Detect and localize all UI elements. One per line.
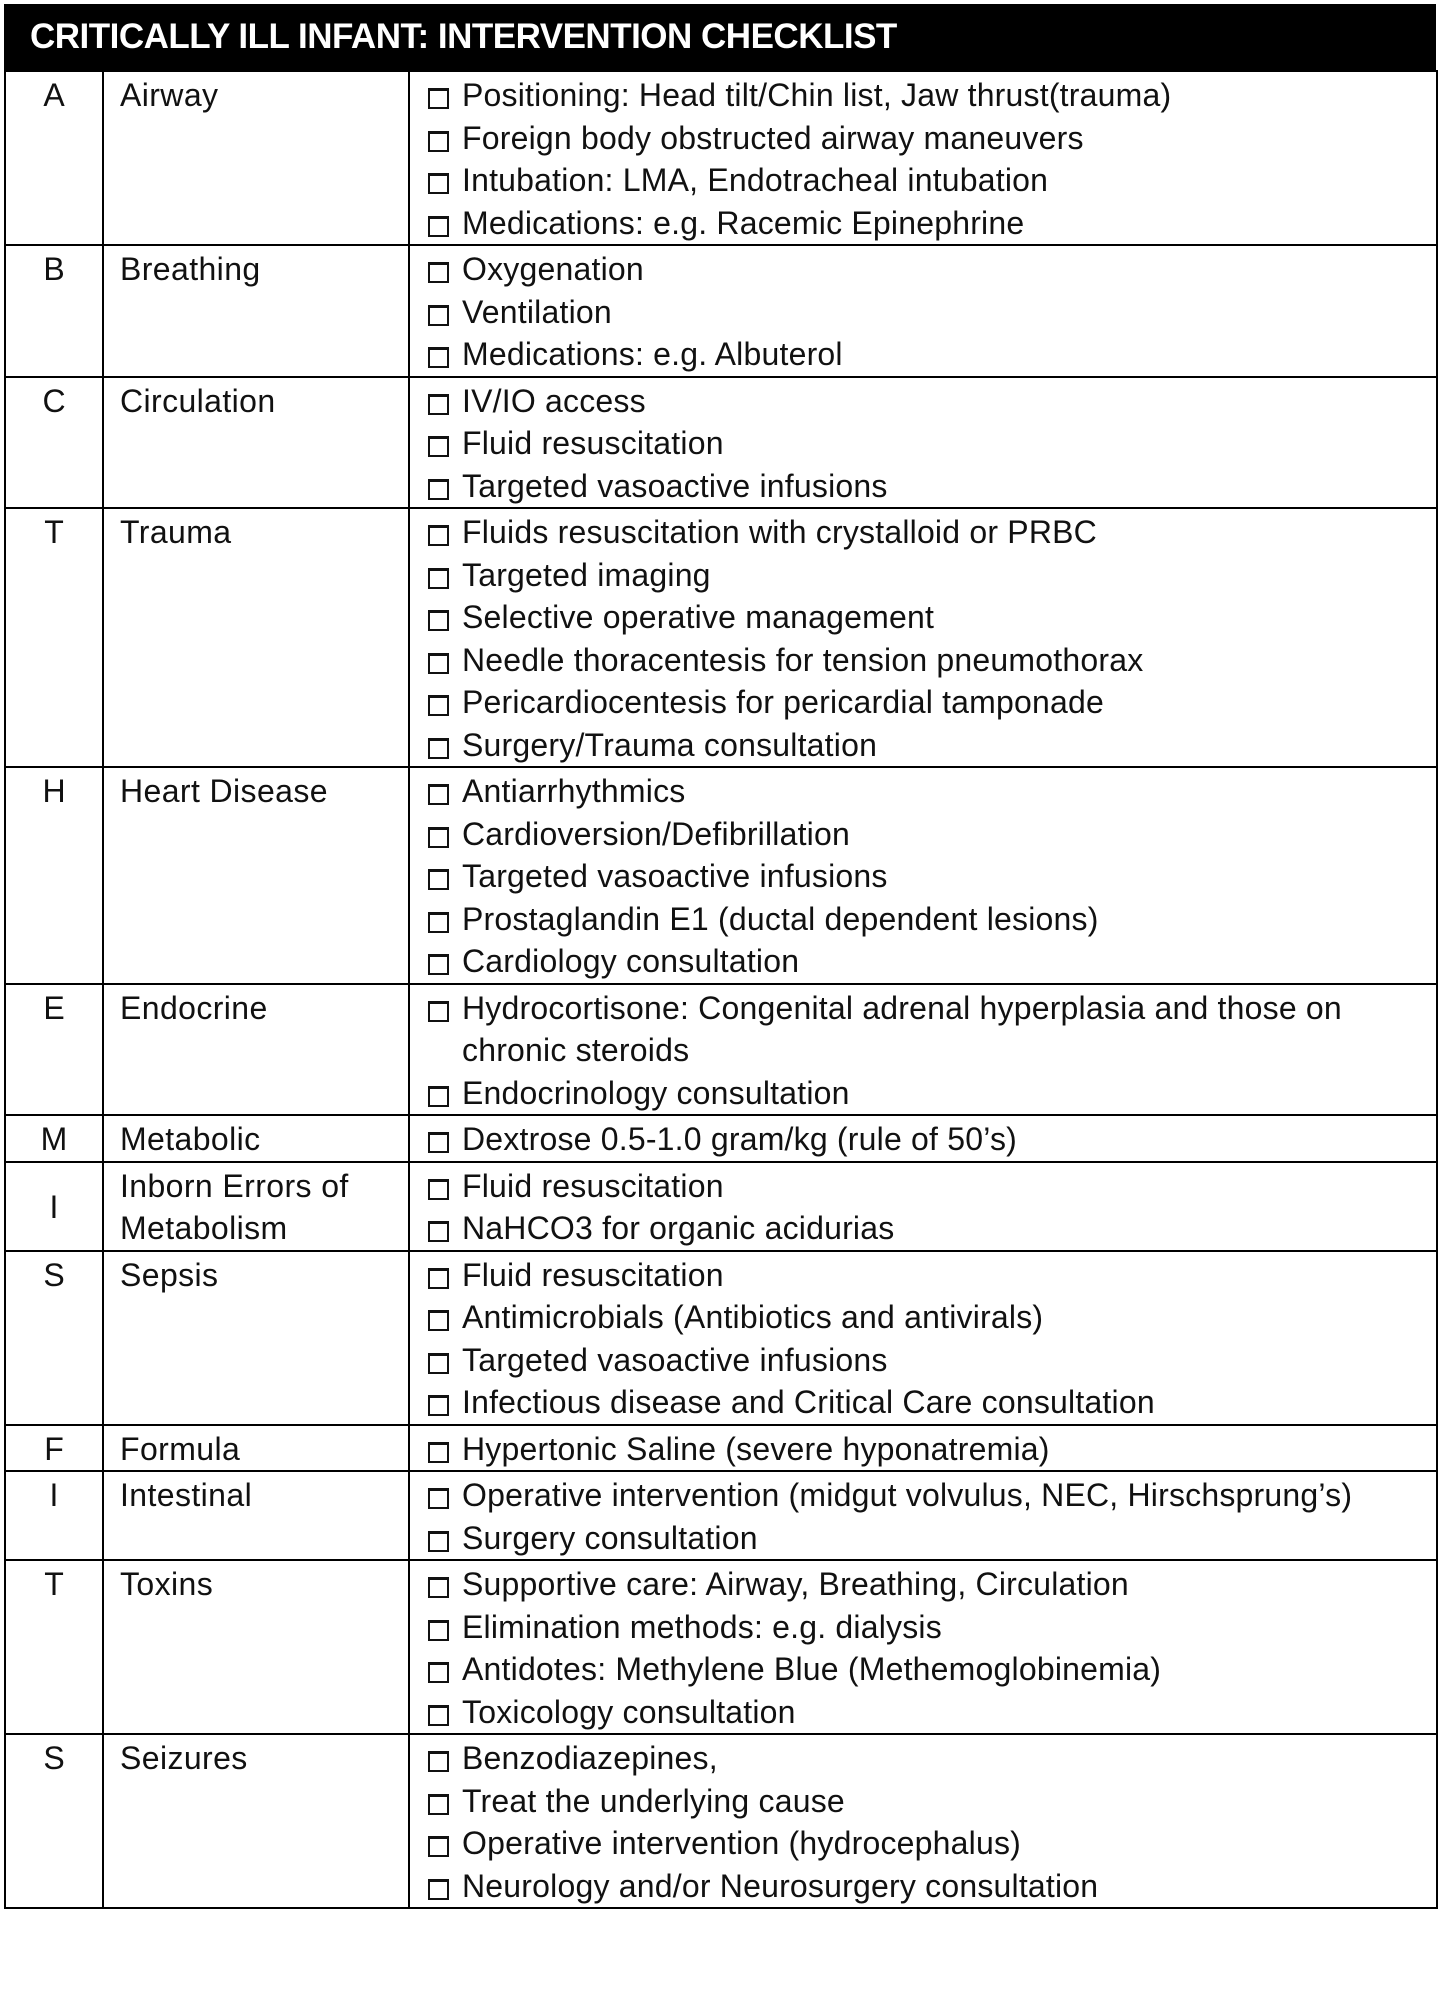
checkbox-icon[interactable] — [428, 262, 449, 283]
checklist-item-label: Targeted imaging — [462, 556, 711, 593]
checklist-item — [428, 1474, 1426, 1517]
checklist-row — [5, 377, 1437, 509]
checkbox-icon[interactable] — [428, 1310, 449, 1331]
checkbox-icon[interactable] — [428, 954, 449, 975]
checklist-item — [428, 770, 1426, 813]
row-letter: B — [5, 245, 103, 377]
checklist-item-label: Benzodiazepines, — [462, 1740, 718, 1776]
checklist-item-label: Operative intervention (hydrocephalus) — [462, 1825, 1022, 1861]
checklist-item — [428, 1072, 1426, 1115]
row-interventions — [409, 1734, 1437, 1908]
checklist-item — [428, 724, 1426, 767]
checkbox-icon[interactable] — [428, 1751, 449, 1772]
checklist-item-label: Fluid resuscitation — [462, 1256, 724, 1293]
checklist-item-label: Prostaglandin E1 (ductal dependent lesions) — [462, 900, 1099, 937]
checklist-item-label: Fluid resuscitation — [462, 425, 724, 461]
checklist-item — [428, 1165, 1426, 1208]
checkbox-icon[interactable] — [428, 1488, 449, 1509]
checklist-item-label: Antimicrobials (Antibiotics and antivirals) — [462, 1299, 1044, 1335]
row-letter: I — [5, 1162, 103, 1251]
checklist-item-label: Ventilation — [462, 293, 612, 330]
row-letter: E — [5, 984, 103, 1116]
row-letter: F — [5, 1425, 103, 1472]
checklist-item — [428, 380, 1426, 423]
checklist-item — [428, 1606, 1426, 1649]
checklist-item — [428, 1118, 1426, 1161]
checklist-item — [428, 202, 1426, 245]
row-category: Endocrine — [103, 984, 409, 1116]
row-interventions — [409, 1560, 1437, 1734]
row-letter: M — [5, 1115, 103, 1162]
row-category: Breathing — [103, 245, 409, 377]
checkbox-icon[interactable] — [428, 1179, 449, 1200]
checklist-item-label: Targeted vasoactive infusions — [462, 858, 888, 894]
checklist-row — [5, 508, 1437, 767]
checkbox-icon[interactable] — [428, 347, 449, 368]
checklist-item — [428, 291, 1426, 334]
row-interventions — [409, 508, 1437, 767]
checkbox-icon[interactable] — [428, 436, 449, 457]
checkbox-icon[interactable] — [428, 1132, 449, 1153]
row-interventions — [409, 1425, 1437, 1472]
checklist-document — [4, 4, 1436, 1909]
checklist-item — [428, 117, 1426, 160]
checklist-row — [5, 1115, 1437, 1162]
checklist-row — [5, 1162, 1437, 1251]
checkbox-icon[interactable] — [428, 131, 449, 152]
row-interventions — [409, 377, 1437, 509]
checklist-item-label: Fluids resuscitation with crystalloid or PRBC — [462, 514, 1097, 550]
checkbox-icon[interactable] — [428, 610, 449, 631]
checklist-title: CRITICALLY ILL INFANT: INTERVENTION CHECKLIST — [4, 4, 1436, 70]
checklist-item-label: Selective operative management — [462, 599, 935, 635]
checkbox-icon[interactable] — [428, 394, 449, 415]
row-interventions — [409, 1162, 1437, 1251]
checklist-row — [5, 1251, 1437, 1425]
checklist-item-label: Needle thoracentesis for tension pneumothorax — [462, 641, 1144, 678]
checkbox-icon[interactable] — [428, 1395, 449, 1416]
checklist-item-label: Cardiology consultation — [462, 943, 800, 979]
checklist-body — [5, 71, 1437, 1908]
checklist-item — [428, 248, 1426, 291]
checklist-item — [428, 465, 1426, 508]
checkbox-icon[interactable] — [428, 525, 449, 546]
row-category: Trauma — [103, 508, 409, 767]
checklist-item — [428, 1296, 1426, 1339]
checklist-row — [5, 1471, 1437, 1560]
checklist-item — [428, 898, 1426, 941]
checklist-item-label: Targeted vasoactive infusions — [462, 1341, 888, 1378]
checkbox-icon[interactable] — [428, 1531, 449, 1552]
row-interventions — [409, 767, 1437, 984]
checkbox-icon[interactable] — [428, 1620, 449, 1641]
checkbox-icon[interactable] — [428, 1001, 449, 1022]
checklist-item-label: Antiarrhythmics — [462, 773, 686, 809]
checkbox-icon[interactable] — [428, 1705, 449, 1726]
checklist-row — [5, 1425, 1437, 1472]
checklist-item — [428, 1737, 1426, 1780]
row-category: Airway — [103, 71, 409, 245]
checklist-item-label: Hypertonic Saline (severe hyponatremia) — [462, 1430, 1050, 1467]
checklist-item — [428, 813, 1426, 856]
row-category: Intestinal — [103, 1471, 409, 1560]
checklist-row — [5, 245, 1437, 377]
checkbox-icon[interactable] — [428, 1268, 449, 1289]
checklist-item-label: Treat the underlying cause — [462, 1782, 845, 1819]
row-category: Sepsis — [103, 1251, 409, 1425]
checklist-item — [428, 422, 1426, 465]
checklist-item — [428, 554, 1426, 597]
checklist-item-label: Foreign body obstructed airway maneuvers — [462, 119, 1084, 156]
row-interventions — [409, 1115, 1437, 1162]
checklist-item-label: Hydrocortisone: Congenital adrenal hyperplasia and those on chronic steroids — [462, 989, 1342, 1068]
checklist-item — [428, 511, 1426, 554]
checkbox-icon[interactable] — [428, 1836, 449, 1857]
checklist-item — [428, 1822, 1426, 1865]
checkbox-icon[interactable] — [428, 1794, 449, 1815]
row-category: Inborn Errors of Metabolism — [103, 1162, 409, 1251]
row-interventions — [409, 1471, 1437, 1560]
row-interventions — [409, 984, 1437, 1116]
checkbox-icon[interactable] — [428, 479, 449, 500]
checklist-item — [428, 1428, 1426, 1471]
row-letter: C — [5, 377, 103, 509]
row-letter: S — [5, 1734, 103, 1908]
checklist-row — [5, 71, 1437, 245]
checklist-item — [428, 681, 1426, 724]
checklist-item — [428, 1207, 1426, 1250]
checklist-item-label: Targeted vasoactive infusions — [462, 467, 888, 504]
row-letter: I — [5, 1471, 103, 1560]
checkbox-icon[interactable] — [428, 1577, 449, 1598]
checkbox-icon[interactable] — [428, 1086, 449, 1107]
checklist-item-label: Positioning: Head tilt/Chin list, Jaw thrust(trauma) — [462, 77, 1172, 113]
checklist-item — [428, 159, 1426, 202]
row-category: Toxins — [103, 1560, 409, 1734]
checklist-item-label: Pericardiocentesis for pericardial tamponade — [462, 684, 1105, 720]
row-category: Heart Disease — [103, 767, 409, 984]
checklist-item-label: Fluid resuscitation — [462, 1167, 724, 1204]
checklist-row — [5, 767, 1437, 984]
checkbox-icon[interactable] — [428, 1353, 449, 1374]
checklist-row — [5, 984, 1437, 1116]
checkbox-icon[interactable] — [428, 1221, 449, 1242]
checklist-item-label: Infectious disease and Critical Care consultation — [462, 1384, 1155, 1420]
checkbox-icon[interactable] — [428, 568, 449, 589]
checkbox-icon[interactable] — [428, 173, 449, 194]
checklist-item-label: Cardioversion/Defibrillation — [462, 815, 850, 852]
row-interventions — [409, 245, 1437, 377]
checkbox-icon[interactable] — [428, 869, 449, 890]
checkbox-icon[interactable] — [428, 653, 449, 674]
row-category: Metabolic — [103, 1115, 409, 1162]
checkbox-icon[interactable] — [428, 827, 449, 848]
checklist-row — [5, 1734, 1437, 1908]
checkbox-icon[interactable] — [428, 695, 449, 716]
checklist-item-label: Elimination methods: e.g. dialysis — [462, 1608, 942, 1645]
checklist-item-label: Endocrinology consultation — [462, 1074, 850, 1111]
checkbox-icon[interactable] — [428, 88, 449, 109]
checkbox-icon[interactable] — [428, 912, 449, 933]
checklist-item-label: NaHCO3 for organic acidurias — [462, 1210, 895, 1246]
checklist-item — [428, 1780, 1426, 1823]
checklist-item-label: Toxicology consultation — [462, 1693, 796, 1730]
checklist-item — [428, 1517, 1426, 1560]
checkbox-icon[interactable] — [428, 1662, 449, 1683]
row-letter: S — [5, 1251, 103, 1425]
checklist-item — [428, 987, 1426, 1072]
checklist-table — [4, 70, 1438, 1909]
checklist-item-label: Oxygenation — [462, 251, 644, 287]
checklist-item — [428, 1339, 1426, 1382]
checkbox-icon[interactable] — [428, 784, 449, 805]
checklist-item-label: Antidotes: Methylene Blue (Methemoglobinemia) — [462, 1651, 1162, 1687]
checklist-item — [428, 1254, 1426, 1297]
checklist-item — [428, 639, 1426, 682]
checklist-item-label: Surgery/Trauma consultation — [462, 726, 878, 763]
checklist-item — [428, 940, 1426, 983]
checkbox-icon[interactable] — [428, 305, 449, 326]
checklist-item-label: Dextrose 0.5-1.0 gram/kg (rule of 50’s) — [462, 1121, 1018, 1157]
checklist-item-label: Medications: e.g. Racemic Epinephrine — [462, 204, 1025, 241]
checklist-item — [428, 1381, 1426, 1424]
row-letter: T — [5, 1560, 103, 1734]
checklist-item-label: Supportive care: Airway, Breathing, Circulation — [462, 1566, 1129, 1602]
checklist-item — [428, 1865, 1426, 1908]
checkbox-icon[interactable] — [428, 1879, 449, 1900]
checklist-item-label: Medications: e.g. Albuterol — [462, 336, 843, 372]
checklist-item — [428, 1563, 1426, 1606]
row-interventions — [409, 71, 1437, 245]
checkbox-icon[interactable] — [428, 1442, 449, 1463]
row-category: Formula — [103, 1425, 409, 1472]
row-letter: A — [5, 71, 103, 245]
row-letter: H — [5, 767, 103, 984]
row-category: Circulation — [103, 377, 409, 509]
checklist-item — [428, 1691, 1426, 1734]
checklist-item-label: Neurology and/or Neurosurgery consultation — [462, 1867, 1099, 1904]
row-letter: T — [5, 508, 103, 767]
checklist-item — [428, 74, 1426, 117]
row-category: Seizures — [103, 1734, 409, 1908]
checklist-item-label: Intubation: LMA, Endotracheal intubation — [462, 162, 1049, 198]
checkbox-icon[interactable] — [428, 216, 449, 237]
checklist-item-label: Surgery consultation — [462, 1519, 758, 1556]
checkbox-icon[interactable] — [428, 738, 449, 759]
checklist-item — [428, 855, 1426, 898]
checklist-row — [5, 1560, 1437, 1734]
checklist-item — [428, 596, 1426, 639]
row-interventions — [409, 1251, 1437, 1425]
checklist-item-label: IV/IO access — [462, 382, 646, 419]
checklist-item — [428, 1648, 1426, 1691]
checklist-item-label: Operative intervention (midgut volvulus, NEC, Hirschsprung’s) — [462, 1477, 1353, 1513]
checklist-item — [428, 333, 1426, 376]
